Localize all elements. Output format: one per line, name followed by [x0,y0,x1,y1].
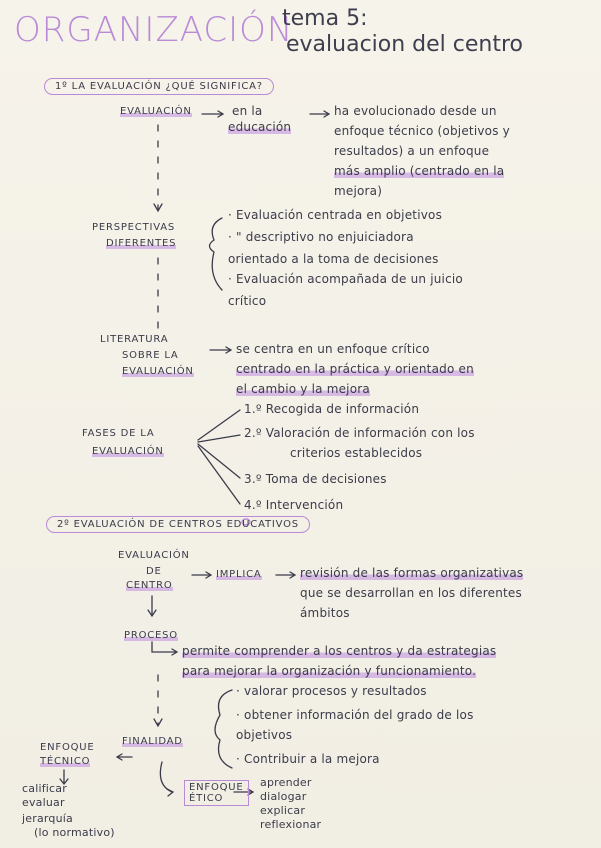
page-title: ORGANIZACIÓN [14,10,294,50]
perspectiva-item-1: · Evaluación centrada en objetivos [228,208,443,222]
fan-line [198,446,240,504]
perspectiva-item-2b: orientado a la toma de decisiones [228,252,439,266]
perspectivas-label-1: PERSPECTIVAS [92,222,176,233]
revision-line-3: ámbitos [300,606,350,620]
implica-label: IMPLICA [216,569,262,580]
literatura-text-3: el cambio y la mejora [236,382,370,396]
permite-line-2: para mejorar la organización y funcionamiento. [182,664,477,678]
educacion-text: educación [228,120,292,134]
fase-2: 2.º Valoración de información con los [244,426,475,440]
tecnico-item-1: calificar [22,782,67,795]
eval-centro-label-3: CENTRO [126,580,173,591]
finalidad-label: FINALIDAD [122,736,183,747]
revision-line-1: revisión de las formas organizativas [300,566,524,580]
enfoque-tecnico-label-1: ENFOQUE [40,742,95,753]
eval-centro-label-1: EVALUACIÓN [118,550,190,561]
en-la-text: en la [232,104,263,118]
enfoque-etico-box [184,780,249,806]
tecnico-item-2: evaluar [22,796,65,809]
perspectiva-item-3: · Evaluación acompañada de un juicio [228,272,463,286]
literatura-text-1: se centra en un enfoque crítico [236,342,430,356]
perspectivas-label-2: DIFERENTES [106,238,177,249]
finalidad-item-2: · obtener información del grado de los [236,708,474,722]
eval-centro-label-2: DE [146,566,162,577]
tecnico-item-4: (lo normativo) [34,826,115,839]
enfoque-tecnico-label-2: TÉCNICO [40,756,91,767]
literatura-label-3: EVALUACIÓN [122,366,194,377]
literatura-text-2: centrado en la práctica y orientado en [236,362,474,376]
fase-1: 1.º Recogida de información [244,402,420,416]
fases-label-2: EVALUACIÓN [92,446,164,457]
bracket [215,690,232,768]
finalidad-item-3: · Contribuir a la mejora [236,752,380,766]
literatura-label-2: SOBRE LA [122,350,179,361]
topic-number: tema 5: [282,6,368,31]
evolution-line-5: mejora) [334,184,383,198]
literatura-label-1: LITERATURA [100,334,169,345]
fases-label-1: FASES DE LA [82,428,155,439]
fase-2-cont: criterios establecidos [290,446,423,460]
permite-line-1: permite comprender a los centros y da estrategias [182,644,497,658]
fan-line [198,444,240,478]
perspectiva-item-2: · " descriptivo no enjuiciadora [228,230,414,244]
etico-item-4: reflexionar [260,818,322,831]
enfoque-etico-label-1: ENFOQUE [189,782,244,793]
perspectiva-item-3b: crítico [228,294,267,308]
evolution-line-3: resultados) a un enfoque [334,144,490,158]
etico-item-3: explicar [260,804,306,817]
finalidad-item-1: · valorar procesos y resultados [236,684,427,698]
etico-item-2: dialogar [260,790,307,803]
page-subtitle: evaluacion del centro [286,32,524,57]
enfoque-etico-label-2: ÉTICO [189,793,224,804]
fase-3: 3.º Toma de decisiones [244,472,387,486]
section1-heading: 1º LA EVALUACIÓN ¿QUÉ SIGNIFICA? [44,78,274,95]
arrow-line [152,642,176,652]
section2-heading: 2º EVALUACIÓN DE CENTROS EDUCATIVOS [46,516,310,533]
evolution-line-1: ha evolucionado desde un [334,104,497,118]
tecnico-item-3: jerarquía [22,812,73,825]
revision-line-2: que se desarrollan en los diferentes [300,586,522,600]
evaluacion-label: EVALUACIÓN [120,106,192,117]
finalidad-item-2b: objetivos [236,728,293,742]
evolution-line-2: enfoque técnico (objetivos y [334,124,510,138]
evolution-line-4: más amplio (centrado en la [334,164,505,178]
bracket [210,218,223,290]
etico-item-1: aprender [260,776,312,789]
proceso-label: PROCESO [124,630,178,641]
fase-4: 4.º Intervención [244,498,344,512]
arrow-head [167,789,173,796]
arrow-line [160,762,172,792]
